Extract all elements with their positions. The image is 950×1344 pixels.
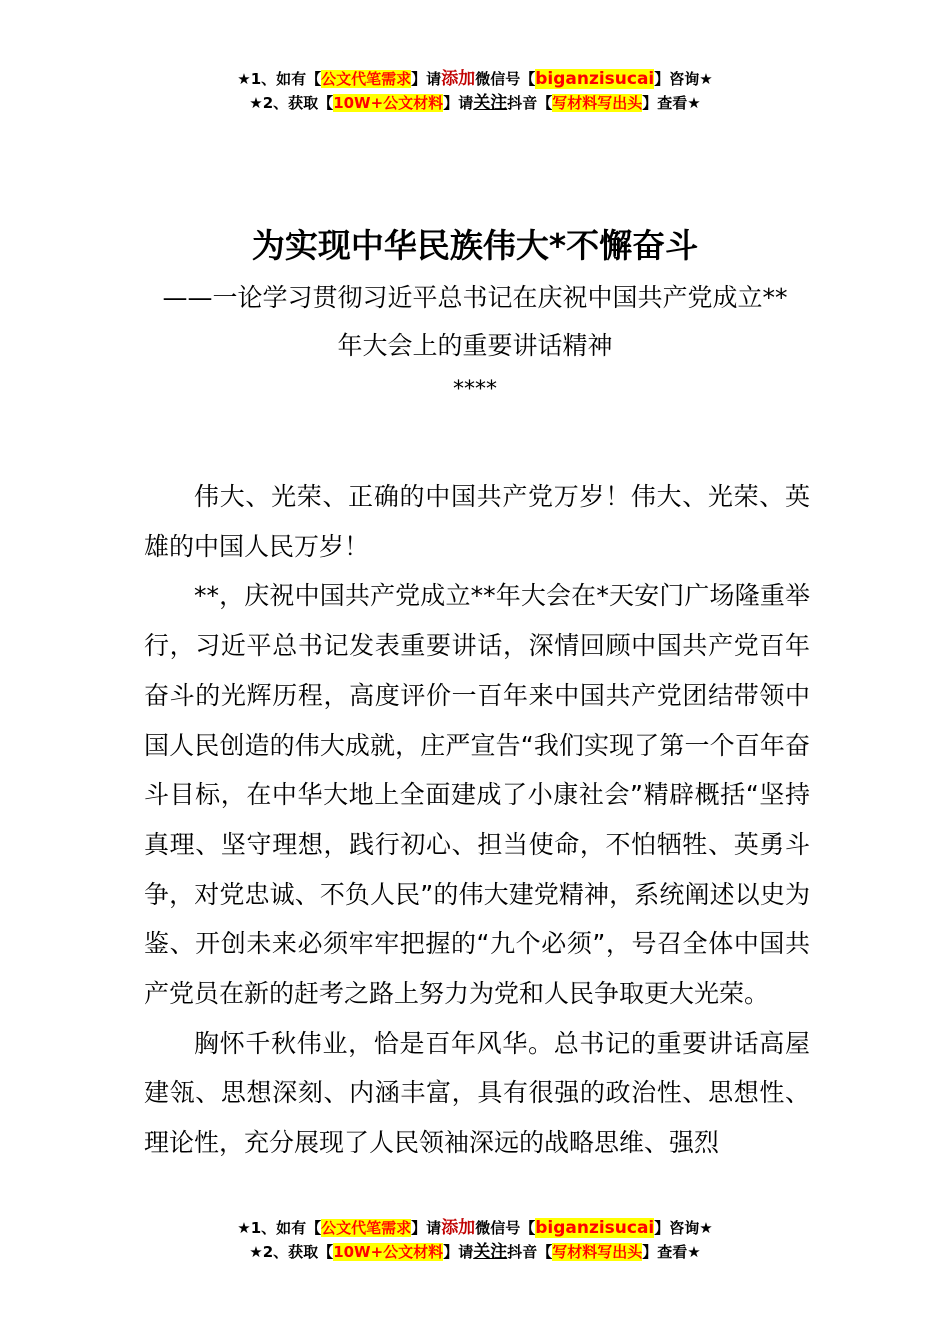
promo-text: 】请 <box>411 70 442 88</box>
paragraph: 胸怀千秋伟业，恰是百年风华。总书记的重要讲话高屋建瓴、思想深刻、内涵丰富，具有很强的政治性、思想性、理论性，充分展现了人民领袖深远的战略思维、强烈 <box>144 1028 810 1158</box>
promo-text: 抖音【 <box>507 1243 553 1261</box>
promo-text: 微信号【 <box>475 1219 536 1237</box>
promo-text: 】咨询★ <box>654 70 713 88</box>
document-author: **** <box>453 377 497 402</box>
promo-line-2 <box>0 1240 950 1264</box>
promo-douyin-id: 写材料写出头 <box>552 94 643 112</box>
promo-line-2 <box>0 91 950 115</box>
paragraph: 伟大、光荣、正确的中国共产党万岁！伟大、光荣、英雄的中国人民万岁！ <box>144 482 810 561</box>
promo-text: ★2、获取【 <box>249 94 334 112</box>
promo-wechat-id: biganzisucai <box>535 69 655 89</box>
promo-douyin-id: 写材料写出头 <box>552 1243 643 1261</box>
promo-highlight: 公文代笔需求 <box>321 1219 412 1237</box>
promo-highlight: 关注 <box>473 1242 508 1262</box>
document-title: 为实现中华民族伟大*不懈奋斗 <box>251 226 699 265</box>
promo-highlight: 添加 <box>441 1218 476 1238</box>
promo-highlight: 公文代笔需求 <box>321 70 412 88</box>
document-subtitle-line-1: ——一论学习贯彻习近平总书记在庆祝中国共产党成立** <box>162 283 788 312</box>
promo-banner-top <box>0 67 950 115</box>
promo-text: 】查看★ <box>642 94 701 112</box>
promo-line-1 <box>0 67 950 91</box>
promo-highlight: 10W+公文材料 <box>333 94 444 112</box>
promo-highlight: 10W+公文材料 <box>333 1243 444 1261</box>
promo-text: 】请 <box>443 94 474 112</box>
promo-text: 】咨询★ <box>654 1219 713 1237</box>
promo-text: ★1、如有【 <box>237 1219 322 1237</box>
paragraph: **，庆祝中国共产党成立**年大会在*天安门广场隆重举行，习近平总书记发表重要讲话，深情回顾中国共产党百年奋斗的光辉历程，高度评价一百年来中国共产党团结带领中国人民创造的伟大成就，庄严宣告“我们实现了第一个百年奋斗目标，在中华大地上全面建成了小康社会”精辟概括“坚持真理、坚守理想，践行初心、担当使命，不怕牺牲、英勇斗争，对党忠诚、不负人民”的伟大建党精神，系统阐述以史为鉴、开创未来必须牢牢把握的“九个必须”，号召全体中国共产党员在新的赶考之路上努力为党和人民争取更大光荣。 <box>144 581 810 1009</box>
promo-text: ★1、如有【 <box>237 70 322 88</box>
document-body <box>144 472 810 1168</box>
promo-text: 微信号【 <box>475 70 536 88</box>
promo-highlight: 关注 <box>473 93 508 113</box>
promo-text: ★2、获取【 <box>249 1243 334 1261</box>
promo-text: 】请 <box>411 1219 442 1237</box>
document-subtitle-line-2: 年大会上的重要讲话精神 <box>337 331 613 360</box>
promo-banner-bottom <box>0 1216 950 1264</box>
promo-text: 抖音【 <box>507 94 553 112</box>
promo-wechat-id: biganzisucai <box>535 1218 655 1238</box>
promo-text: 】请 <box>443 1243 474 1261</box>
promo-text: 】查看★ <box>642 1243 701 1261</box>
promo-line-1 <box>0 1216 950 1240</box>
promo-highlight: 添加 <box>441 69 476 89</box>
